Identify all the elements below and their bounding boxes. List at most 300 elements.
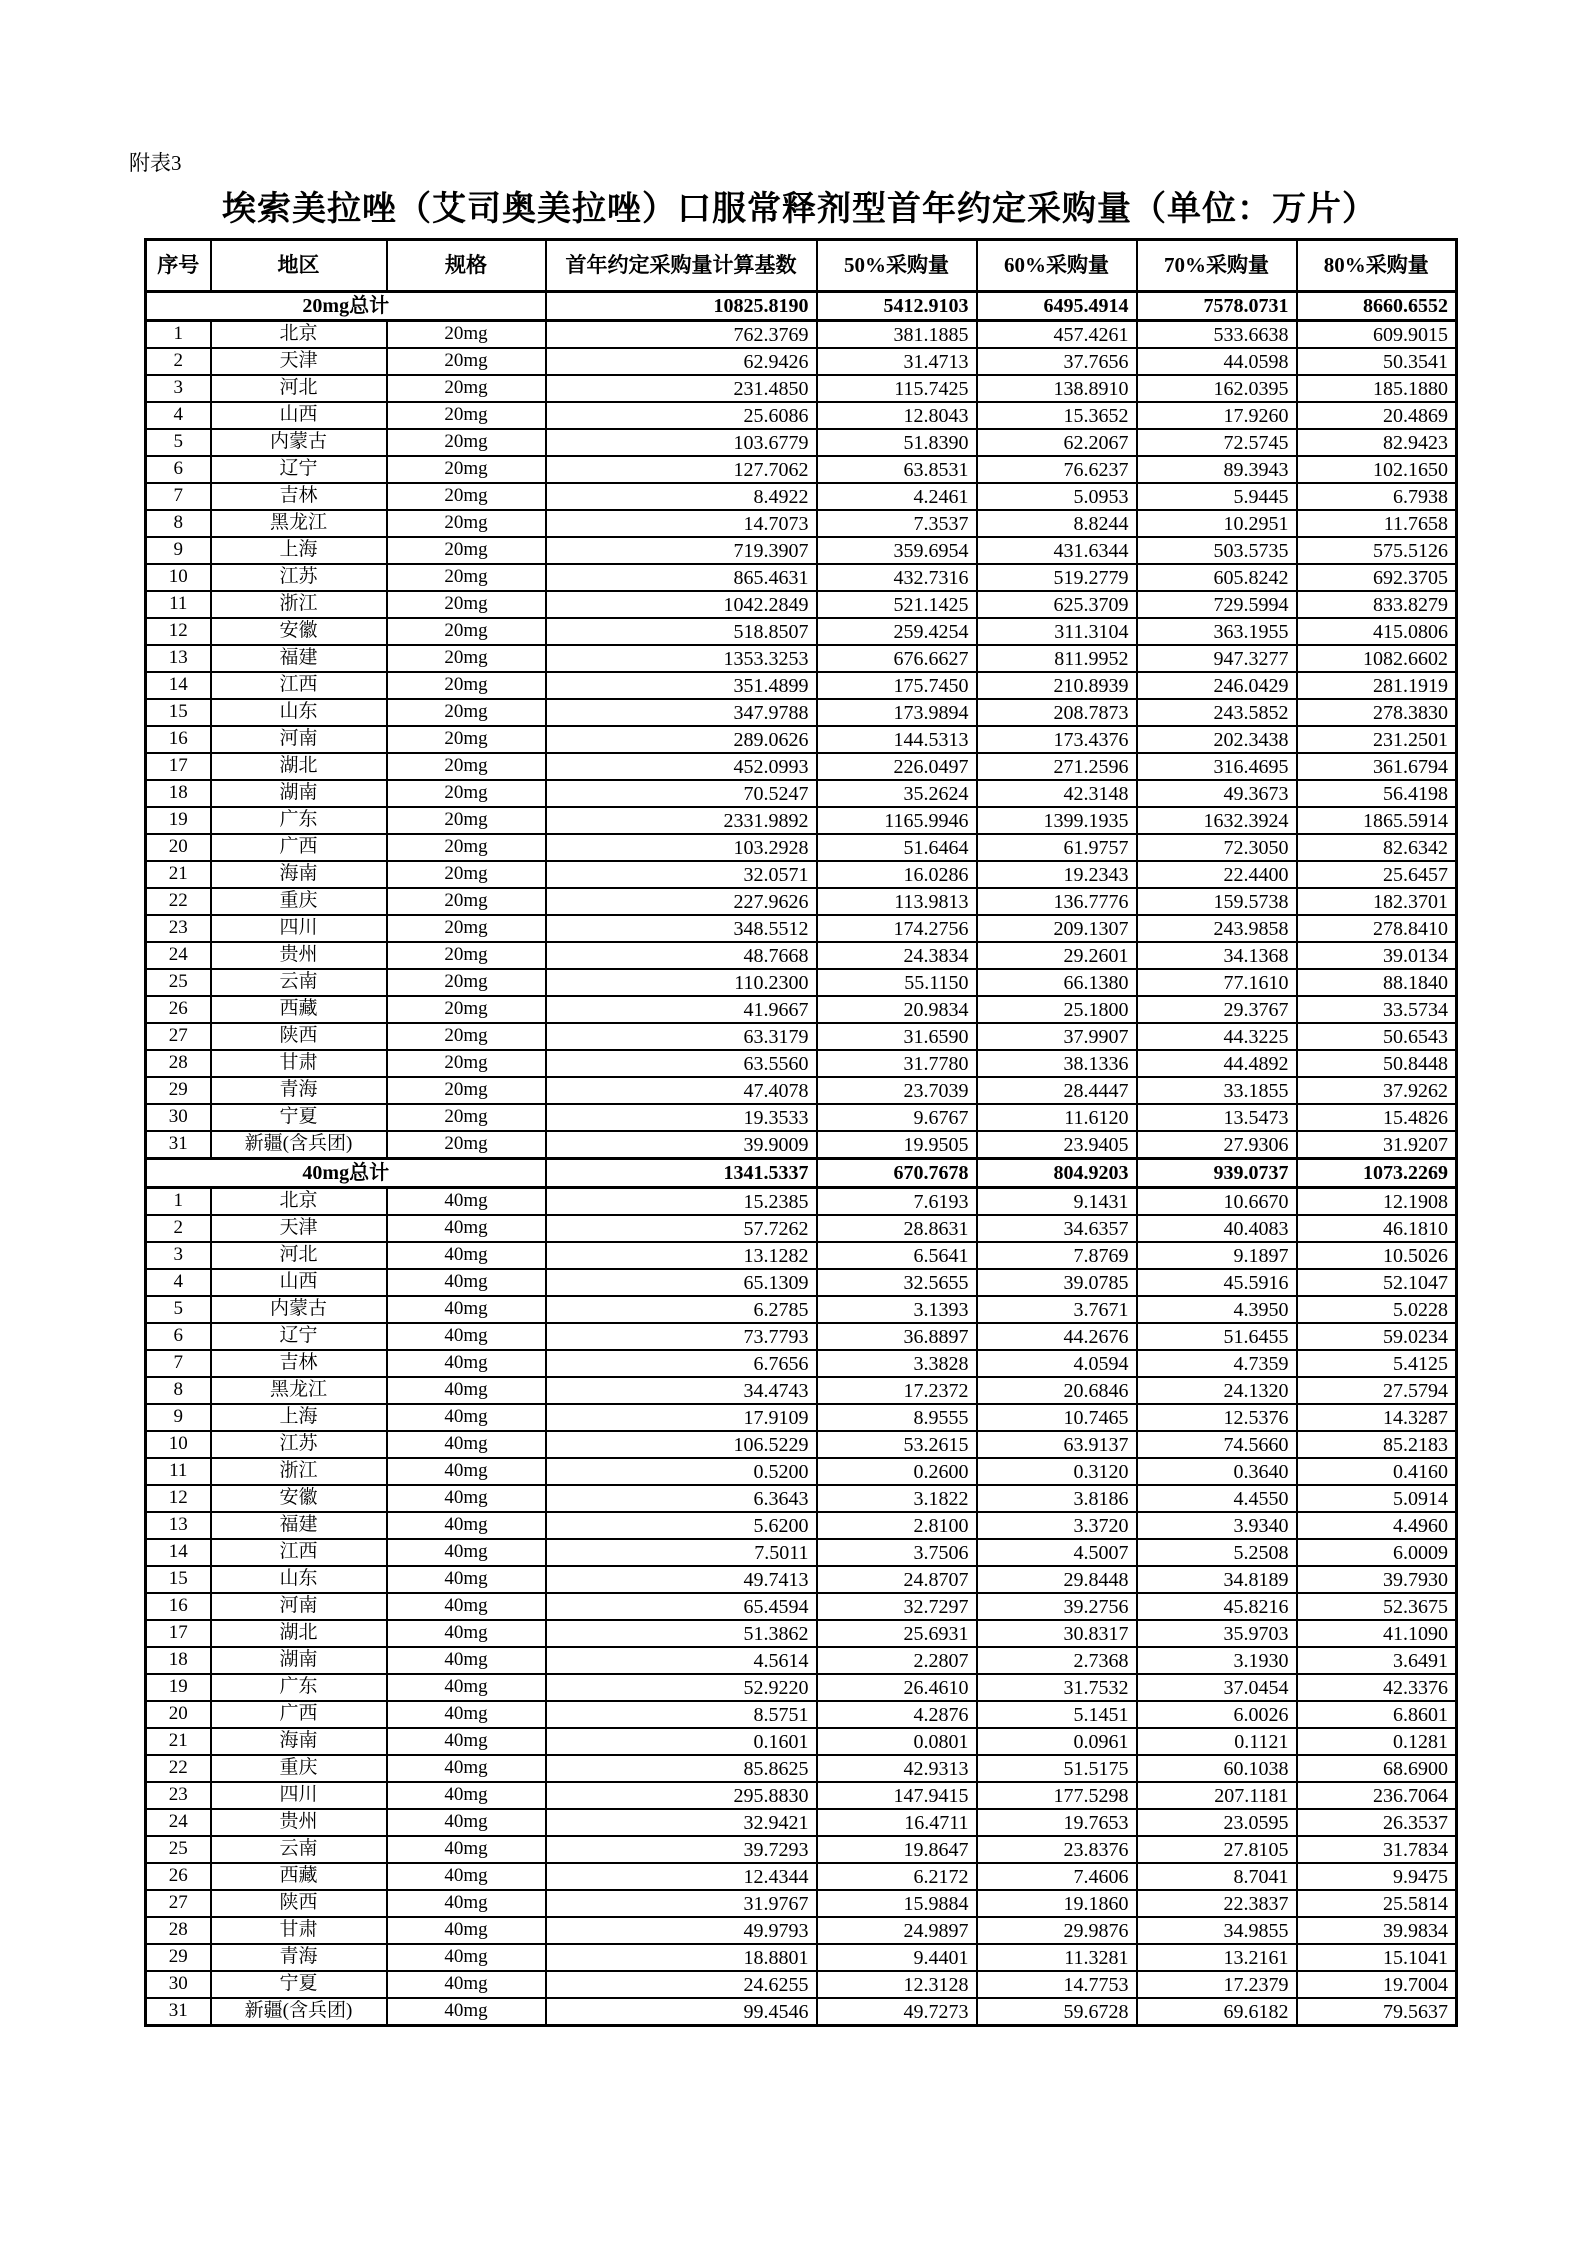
pct-50-cell: 19.9505 bbox=[817, 1131, 977, 1159]
pct-80-cell: 12.1908 bbox=[1297, 1188, 1457, 1216]
table-row bbox=[146, 1350, 1457, 1377]
base-value-cell: 19.3533 bbox=[546, 1104, 817, 1131]
seq-cell: 19 bbox=[146, 807, 211, 834]
seq-cell: 22 bbox=[146, 1755, 211, 1782]
table-row bbox=[146, 699, 1457, 726]
table-row bbox=[146, 537, 1457, 564]
pct-80-cell: 56.4198 bbox=[1297, 780, 1457, 807]
base-value-cell: 127.7062 bbox=[546, 456, 817, 483]
pct-70-cell: 159.5738 bbox=[1137, 888, 1297, 915]
table-row bbox=[146, 1485, 1457, 1512]
spec-cell: 20mg bbox=[387, 645, 546, 672]
base-value-cell: 103.6779 bbox=[546, 429, 817, 456]
base-value-cell: 48.7668 bbox=[546, 942, 817, 969]
pct-50-cell: 381.1885 bbox=[817, 321, 977, 349]
region-cell: 北京 bbox=[211, 1188, 387, 1216]
base-value-cell: 70.5247 bbox=[546, 780, 817, 807]
spec-cell: 20mg bbox=[387, 807, 546, 834]
pct-70-cell: 4.4550 bbox=[1137, 1485, 1297, 1512]
base-value-cell: 99.4546 bbox=[546, 1998, 817, 2026]
spec-cell: 20mg bbox=[387, 1023, 546, 1050]
pct-70-cell: 5.2508 bbox=[1137, 1539, 1297, 1566]
pct-60-cell: 9.1431 bbox=[977, 1188, 1137, 1216]
pct-60-cell: 37.9907 bbox=[977, 1023, 1137, 1050]
spec-cell: 20mg bbox=[387, 1077, 546, 1104]
page-title: 埃索美拉唑（艾司奥美拉唑）口服常释剂型首年约定采购量（单位：万片） bbox=[222, 191, 1377, 228]
table-row bbox=[146, 1215, 1457, 1242]
pct-80-cell: 10.5026 bbox=[1297, 1242, 1457, 1269]
region-cell: 湖南 bbox=[211, 780, 387, 807]
pct-80-cell: 231.2501 bbox=[1297, 726, 1457, 753]
spec-cell: 40mg bbox=[387, 1944, 546, 1971]
spec-cell: 40mg bbox=[387, 1809, 546, 1836]
pct-60-cell: 804.9203 bbox=[977, 1159, 1137, 1188]
base-value-cell: 25.6086 bbox=[546, 402, 817, 429]
spec-cell: 20mg bbox=[387, 1131, 546, 1159]
seq-cell: 9 bbox=[146, 1404, 211, 1431]
pct-70-cell: 44.3225 bbox=[1137, 1023, 1297, 1050]
pct-60-cell: 431.6344 bbox=[977, 537, 1137, 564]
base-value-cell: 231.4850 bbox=[546, 375, 817, 402]
base-value-cell: 347.9788 bbox=[546, 699, 817, 726]
pct-60-cell: 51.5175 bbox=[977, 1755, 1137, 1782]
pct-50-cell: 2.2807 bbox=[817, 1647, 977, 1674]
spec-cell: 20mg bbox=[387, 672, 546, 699]
region-cell: 辽宁 bbox=[211, 1323, 387, 1350]
pct-50-cell: 20.9834 bbox=[817, 996, 977, 1023]
pct-60-cell: 39.0785 bbox=[977, 1269, 1137, 1296]
section-total-label: 40mg总计 bbox=[146, 1159, 546, 1188]
seq-cell: 27 bbox=[146, 1023, 211, 1050]
region-cell: 山西 bbox=[211, 402, 387, 429]
pct-50-cell: 35.2624 bbox=[817, 780, 977, 807]
seq-cell: 14 bbox=[146, 1539, 211, 1566]
base-value-cell: 6.7656 bbox=[546, 1350, 817, 1377]
pct-80-cell: 26.3537 bbox=[1297, 1809, 1457, 1836]
seq-cell: 30 bbox=[146, 1971, 211, 1998]
header-row bbox=[146, 240, 1457, 292]
pct-80-cell: 88.1840 bbox=[1297, 969, 1457, 996]
pct-70-cell: 4.7359 bbox=[1137, 1350, 1297, 1377]
pct-50-cell: 36.8897 bbox=[817, 1323, 977, 1350]
region-cell: 吉林 bbox=[211, 483, 387, 510]
spec-cell: 40mg bbox=[387, 1566, 546, 1593]
pct-70-cell: 6.0026 bbox=[1137, 1701, 1297, 1728]
table-row bbox=[146, 915, 1457, 942]
pct-80-cell: 415.0806 bbox=[1297, 618, 1457, 645]
pct-60-cell: 39.2756 bbox=[977, 1593, 1137, 1620]
pct-50-cell: 113.9813 bbox=[817, 888, 977, 915]
pct-50-cell: 26.4610 bbox=[817, 1674, 977, 1701]
region-cell: 浙江 bbox=[211, 591, 387, 618]
table-row bbox=[146, 456, 1457, 483]
base-value-cell: 452.0993 bbox=[546, 753, 817, 780]
region-cell: 山东 bbox=[211, 1566, 387, 1593]
seq-cell: 12 bbox=[146, 618, 211, 645]
table-row bbox=[146, 753, 1457, 780]
pct-60-cell: 3.3720 bbox=[977, 1512, 1137, 1539]
pct-70-cell: 22.4400 bbox=[1137, 861, 1297, 888]
spec-cell: 20mg bbox=[387, 510, 546, 537]
pct-60-cell: 44.2676 bbox=[977, 1323, 1137, 1350]
region-cell: 新疆(含兵团) bbox=[211, 1998, 387, 2026]
spec-cell: 40mg bbox=[387, 1782, 546, 1809]
pct-80-cell: 33.5734 bbox=[1297, 996, 1457, 1023]
base-value-cell: 52.9220 bbox=[546, 1674, 817, 1701]
pct-60-cell: 7.4606 bbox=[977, 1863, 1137, 1890]
pct-60-cell: 20.6846 bbox=[977, 1377, 1137, 1404]
pct-70-cell: 51.6455 bbox=[1137, 1323, 1297, 1350]
pct-50-cell: 25.6931 bbox=[817, 1620, 977, 1647]
pct-50-cell: 51.8390 bbox=[817, 429, 977, 456]
pct-80-cell: 39.0134 bbox=[1297, 942, 1457, 969]
table-row bbox=[146, 1701, 1457, 1728]
spec-cell: 40mg bbox=[387, 1323, 546, 1350]
table-row bbox=[146, 321, 1457, 349]
pct-60-cell: 2.7368 bbox=[977, 1647, 1137, 1674]
seq-cell: 30 bbox=[146, 1104, 211, 1131]
col-header-base: 首年约定采购量计算基数 bbox=[546, 240, 817, 292]
table-row bbox=[146, 888, 1457, 915]
pct-70-cell: 0.1121 bbox=[1137, 1728, 1297, 1755]
pct-80-cell: 50.3541 bbox=[1297, 348, 1457, 375]
pct-50-cell: 23.7039 bbox=[817, 1077, 977, 1104]
seq-cell: 14 bbox=[146, 672, 211, 699]
pct-60-cell: 519.2779 bbox=[977, 564, 1137, 591]
pct-80-cell: 39.7930 bbox=[1297, 1566, 1457, 1593]
seq-cell: 17 bbox=[146, 1620, 211, 1647]
base-value-cell: 32.9421 bbox=[546, 1809, 817, 1836]
pct-50-cell: 5412.9103 bbox=[817, 292, 977, 321]
pct-70-cell: 77.1610 bbox=[1137, 969, 1297, 996]
region-cell: 广西 bbox=[211, 834, 387, 861]
spec-cell: 40mg bbox=[387, 1458, 546, 1485]
pct-60-cell: 4.0594 bbox=[977, 1350, 1137, 1377]
pct-50-cell: 16.0286 bbox=[817, 861, 977, 888]
region-cell: 河北 bbox=[211, 375, 387, 402]
pct-80-cell: 8660.6552 bbox=[1297, 292, 1457, 321]
spec-cell: 20mg bbox=[387, 375, 546, 402]
pct-60-cell: 8.8244 bbox=[977, 510, 1137, 537]
table-row bbox=[146, 1809, 1457, 1836]
pct-50-cell: 676.6627 bbox=[817, 645, 977, 672]
pct-60-cell: 11.3281 bbox=[977, 1944, 1137, 1971]
seq-cell: 19 bbox=[146, 1674, 211, 1701]
pct-70-cell: 243.9858 bbox=[1137, 915, 1297, 942]
table-row bbox=[146, 1728, 1457, 1755]
region-cell: 西藏 bbox=[211, 1863, 387, 1890]
seq-cell: 15 bbox=[146, 699, 211, 726]
section-total-row bbox=[146, 1159, 1457, 1188]
pct-50-cell: 12.3128 bbox=[817, 1971, 977, 1998]
pct-60-cell: 625.3709 bbox=[977, 591, 1137, 618]
spec-cell: 20mg bbox=[387, 591, 546, 618]
spec-cell: 20mg bbox=[387, 483, 546, 510]
pct-60-cell: 29.8448 bbox=[977, 1566, 1137, 1593]
base-value-cell: 719.3907 bbox=[546, 537, 817, 564]
region-cell: 上海 bbox=[211, 537, 387, 564]
pct-80-cell: 278.8410 bbox=[1297, 915, 1457, 942]
seq-cell: 26 bbox=[146, 1863, 211, 1890]
pct-80-cell: 59.0234 bbox=[1297, 1323, 1457, 1350]
pct-80-cell: 6.8601 bbox=[1297, 1701, 1457, 1728]
region-cell: 四川 bbox=[211, 1782, 387, 1809]
spec-cell: 40mg bbox=[387, 1485, 546, 1512]
table-row bbox=[146, 1647, 1457, 1674]
pct-70-cell: 33.1855 bbox=[1137, 1077, 1297, 1104]
pct-50-cell: 670.7678 bbox=[817, 1159, 977, 1188]
pct-60-cell: 23.9405 bbox=[977, 1131, 1137, 1159]
pct-60-cell: 209.1307 bbox=[977, 915, 1137, 942]
pct-50-cell: 6.2172 bbox=[817, 1863, 977, 1890]
seq-cell: 3 bbox=[146, 375, 211, 402]
pct-70-cell: 1632.3924 bbox=[1137, 807, 1297, 834]
pct-60-cell: 30.8317 bbox=[977, 1620, 1137, 1647]
region-cell: 河北 bbox=[211, 1242, 387, 1269]
seq-cell: 2 bbox=[146, 348, 211, 375]
region-cell: 宁夏 bbox=[211, 1104, 387, 1131]
region-cell: 福建 bbox=[211, 1512, 387, 1539]
base-value-cell: 8.5751 bbox=[546, 1701, 817, 1728]
table-row bbox=[146, 375, 1457, 402]
pct-50-cell: 3.1822 bbox=[817, 1485, 977, 1512]
base-value-cell: 34.4743 bbox=[546, 1377, 817, 1404]
pct-60-cell: 23.8376 bbox=[977, 1836, 1137, 1863]
pct-80-cell: 85.2183 bbox=[1297, 1431, 1457, 1458]
pct-80-cell: 833.8279 bbox=[1297, 591, 1457, 618]
table-row bbox=[146, 1782, 1457, 1809]
base-value-cell: 0.5200 bbox=[546, 1458, 817, 1485]
pct-50-cell: 115.7425 bbox=[817, 375, 977, 402]
table-row bbox=[146, 1674, 1457, 1701]
pct-60-cell: 15.3652 bbox=[977, 402, 1137, 429]
pct-70-cell: 27.9306 bbox=[1137, 1131, 1297, 1159]
spec-cell: 20mg bbox=[387, 537, 546, 564]
pct-60-cell: 34.6357 bbox=[977, 1215, 1137, 1242]
base-value-cell: 227.9626 bbox=[546, 888, 817, 915]
seq-cell: 13 bbox=[146, 1512, 211, 1539]
pct-50-cell: 3.1393 bbox=[817, 1296, 977, 1323]
pct-60-cell: 210.8939 bbox=[977, 672, 1137, 699]
table-row bbox=[146, 861, 1457, 888]
pct-50-cell: 24.8707 bbox=[817, 1566, 977, 1593]
pct-50-cell: 4.2876 bbox=[817, 1701, 977, 1728]
spec-cell: 40mg bbox=[387, 1512, 546, 1539]
seq-cell: 6 bbox=[146, 1323, 211, 1350]
pct-50-cell: 3.3828 bbox=[817, 1350, 977, 1377]
region-cell: 青海 bbox=[211, 1077, 387, 1104]
pct-50-cell: 521.1425 bbox=[817, 591, 977, 618]
base-value-cell: 5.6200 bbox=[546, 1512, 817, 1539]
pct-60-cell: 28.4447 bbox=[977, 1077, 1137, 1104]
pct-50-cell: 1165.9946 bbox=[817, 807, 977, 834]
pct-70-cell: 503.5735 bbox=[1137, 537, 1297, 564]
pct-80-cell: 0.4160 bbox=[1297, 1458, 1457, 1485]
table-row bbox=[146, 1593, 1457, 1620]
pct-80-cell: 5.0914 bbox=[1297, 1485, 1457, 1512]
table-row bbox=[146, 1458, 1457, 1485]
pct-80-cell: 39.9834 bbox=[1297, 1917, 1457, 1944]
seq-cell: 18 bbox=[146, 1647, 211, 1674]
pct-60-cell: 3.7671 bbox=[977, 1296, 1137, 1323]
spec-cell: 20mg bbox=[387, 861, 546, 888]
spec-cell: 20mg bbox=[387, 969, 546, 996]
seq-cell: 16 bbox=[146, 726, 211, 753]
pct-50-cell: 175.7450 bbox=[817, 672, 977, 699]
pct-60-cell: 0.0961 bbox=[977, 1728, 1137, 1755]
region-cell: 云南 bbox=[211, 1836, 387, 1863]
pct-60-cell: 19.1860 bbox=[977, 1890, 1137, 1917]
base-value-cell: 8.4922 bbox=[546, 483, 817, 510]
pct-80-cell: 37.9262 bbox=[1297, 1077, 1457, 1104]
procurement-table bbox=[144, 238, 1458, 2027]
pct-80-cell: 3.6491 bbox=[1297, 1647, 1457, 1674]
base-value-cell: 49.9793 bbox=[546, 1917, 817, 1944]
seq-cell: 1 bbox=[146, 1188, 211, 1216]
pct-50-cell: 32.5655 bbox=[817, 1269, 977, 1296]
pct-80-cell: 31.7834 bbox=[1297, 1836, 1457, 1863]
pct-70-cell: 10.6670 bbox=[1137, 1188, 1297, 1216]
seq-cell: 21 bbox=[146, 1728, 211, 1755]
pct-60-cell: 61.9757 bbox=[977, 834, 1137, 861]
sheet-tag: 附表3 bbox=[129, 151, 182, 175]
pct-70-cell: 17.9260 bbox=[1137, 402, 1297, 429]
base-value-cell: 103.2928 bbox=[546, 834, 817, 861]
spec-cell: 40mg bbox=[387, 1539, 546, 1566]
pct-80-cell: 182.3701 bbox=[1297, 888, 1457, 915]
pct-50-cell: 359.6954 bbox=[817, 537, 977, 564]
table-row bbox=[146, 402, 1457, 429]
region-cell: 甘肃 bbox=[211, 1050, 387, 1077]
region-cell: 宁夏 bbox=[211, 1971, 387, 1998]
seq-cell: 22 bbox=[146, 888, 211, 915]
pct-70-cell: 7578.0731 bbox=[1137, 292, 1297, 321]
region-cell: 山东 bbox=[211, 699, 387, 726]
pct-60-cell: 457.4261 bbox=[977, 321, 1137, 349]
region-cell: 海南 bbox=[211, 1728, 387, 1755]
region-cell: 江西 bbox=[211, 1539, 387, 1566]
table-row bbox=[146, 726, 1457, 753]
pct-80-cell: 1082.6602 bbox=[1297, 645, 1457, 672]
spec-cell: 20mg bbox=[387, 726, 546, 753]
pct-70-cell: 3.1930 bbox=[1137, 1647, 1297, 1674]
pct-80-cell: 50.6543 bbox=[1297, 1023, 1457, 1050]
pct-70-cell: 72.5745 bbox=[1137, 429, 1297, 456]
spec-cell: 40mg bbox=[387, 1701, 546, 1728]
table-row bbox=[146, 591, 1457, 618]
region-cell: 内蒙古 bbox=[211, 429, 387, 456]
seq-cell: 31 bbox=[146, 1998, 211, 2026]
pct-50-cell: 42.9313 bbox=[817, 1755, 977, 1782]
pct-50-cell: 17.2372 bbox=[817, 1377, 977, 1404]
base-value-cell: 106.5229 bbox=[546, 1431, 817, 1458]
pct-50-cell: 259.4254 bbox=[817, 618, 977, 645]
base-value-cell: 63.3179 bbox=[546, 1023, 817, 1050]
pct-80-cell: 575.5126 bbox=[1297, 537, 1457, 564]
pct-80-cell: 15.4826 bbox=[1297, 1104, 1457, 1131]
spec-cell: 20mg bbox=[387, 429, 546, 456]
base-value-cell: 15.2385 bbox=[546, 1188, 817, 1216]
pct-80-cell: 27.5794 bbox=[1297, 1377, 1457, 1404]
table-row bbox=[146, 1512, 1457, 1539]
region-cell: 重庆 bbox=[211, 888, 387, 915]
pct-70-cell: 72.3050 bbox=[1137, 834, 1297, 861]
pct-80-cell: 52.3675 bbox=[1297, 1593, 1457, 1620]
pct-50-cell: 226.0497 bbox=[817, 753, 977, 780]
pct-70-cell: 34.9855 bbox=[1137, 1917, 1297, 1944]
base-value-cell: 39.7293 bbox=[546, 1836, 817, 1863]
seq-cell: 11 bbox=[146, 1458, 211, 1485]
seq-cell: 1 bbox=[146, 321, 211, 349]
region-cell: 福建 bbox=[211, 645, 387, 672]
spec-cell: 20mg bbox=[387, 321, 546, 349]
pct-80-cell: 42.3376 bbox=[1297, 1674, 1457, 1701]
table-row bbox=[146, 1077, 1457, 1104]
base-value-cell: 1353.3253 bbox=[546, 645, 817, 672]
base-value-cell: 62.9426 bbox=[546, 348, 817, 375]
seq-cell: 4 bbox=[146, 402, 211, 429]
region-cell: 江西 bbox=[211, 672, 387, 699]
pct-80-cell: 20.4869 bbox=[1297, 402, 1457, 429]
spec-cell: 40mg bbox=[387, 1431, 546, 1458]
pct-50-cell: 31.4713 bbox=[817, 348, 977, 375]
base-value-cell: 73.7793 bbox=[546, 1323, 817, 1350]
region-cell: 辽宁 bbox=[211, 456, 387, 483]
base-value-cell: 865.4631 bbox=[546, 564, 817, 591]
pct-50-cell: 0.0801 bbox=[817, 1728, 977, 1755]
pct-80-cell: 31.9207 bbox=[1297, 1131, 1457, 1159]
spec-cell: 20mg bbox=[387, 888, 546, 915]
pct-80-cell: 11.7658 bbox=[1297, 510, 1457, 537]
spec-cell: 40mg bbox=[387, 1728, 546, 1755]
table-row bbox=[146, 1890, 1457, 1917]
base-value-cell: 13.1282 bbox=[546, 1242, 817, 1269]
pct-50-cell: 53.2615 bbox=[817, 1431, 977, 1458]
col-header-70pct: 70%采购量 bbox=[1137, 240, 1297, 292]
pct-70-cell: 316.4695 bbox=[1137, 753, 1297, 780]
spec-cell: 40mg bbox=[387, 1647, 546, 1674]
seq-cell: 25 bbox=[146, 1836, 211, 1863]
pct-70-cell: 533.6638 bbox=[1137, 321, 1297, 349]
pct-60-cell: 7.8769 bbox=[977, 1242, 1137, 1269]
base-value-cell: 351.4899 bbox=[546, 672, 817, 699]
base-value-cell: 57.7262 bbox=[546, 1215, 817, 1242]
base-value-cell: 18.8801 bbox=[546, 1944, 817, 1971]
pct-50-cell: 9.6767 bbox=[817, 1104, 977, 1131]
base-value-cell: 41.9667 bbox=[546, 996, 817, 1023]
spec-cell: 20mg bbox=[387, 996, 546, 1023]
pct-60-cell: 4.5007 bbox=[977, 1539, 1137, 1566]
seq-cell: 5 bbox=[146, 1296, 211, 1323]
col-header-spec: 规格 bbox=[387, 240, 546, 292]
table-row bbox=[146, 807, 1457, 834]
spec-cell: 40mg bbox=[387, 1620, 546, 1647]
spec-cell: 20mg bbox=[387, 348, 546, 375]
seq-cell: 5 bbox=[146, 429, 211, 456]
seq-cell: 23 bbox=[146, 915, 211, 942]
spec-cell: 40mg bbox=[387, 1404, 546, 1431]
pct-80-cell: 278.3830 bbox=[1297, 699, 1457, 726]
pct-50-cell: 63.8531 bbox=[817, 456, 977, 483]
base-value-cell: 6.2785 bbox=[546, 1296, 817, 1323]
pct-70-cell: 8.7041 bbox=[1137, 1863, 1297, 1890]
base-value-cell: 762.3769 bbox=[546, 321, 817, 349]
spec-cell: 40mg bbox=[387, 1593, 546, 1620]
seq-cell: 29 bbox=[146, 1944, 211, 1971]
spec-cell: 20mg bbox=[387, 942, 546, 969]
table-row bbox=[146, 1296, 1457, 1323]
pct-50-cell: 8.9555 bbox=[817, 1404, 977, 1431]
